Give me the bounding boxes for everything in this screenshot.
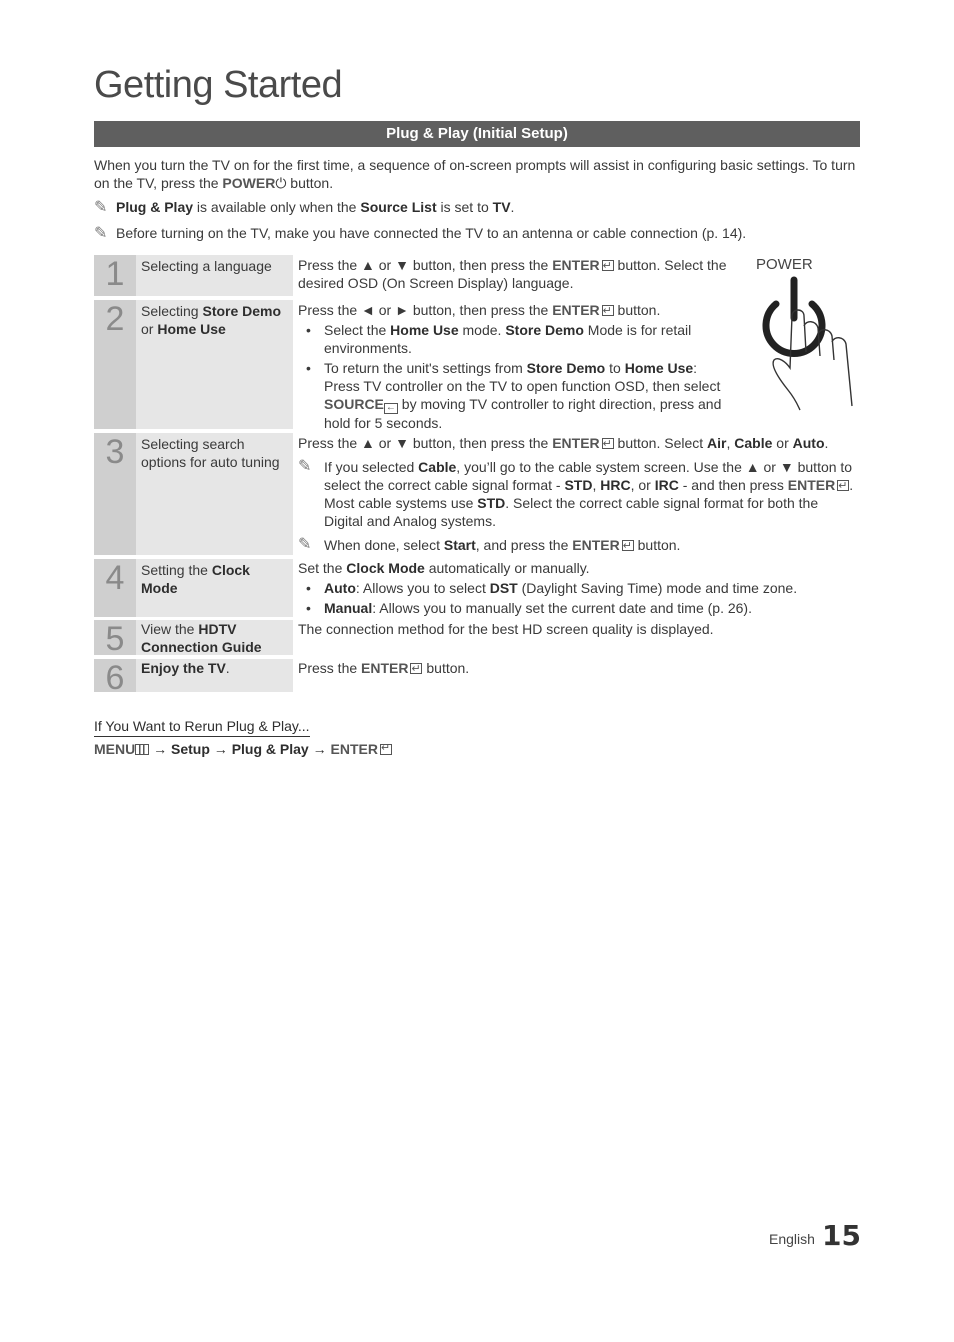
page-number: 15 <box>822 1219 861 1252</box>
power-label: POWER <box>756 256 813 273</box>
step-label: Enjoy the TV. <box>136 659 293 692</box>
enter-keyword: ENTER <box>787 477 836 493</box>
step-2 <box>94 300 860 429</box>
bullet-item: • Select the Home Use mode. Store Demo Mode is for retail environments. <box>298 321 728 357</box>
step-label: Selecting search options for auto tuning <box>136 433 293 555</box>
menu-icon <box>135 744 149 755</box>
enter-keyword: ENTER <box>552 257 600 273</box>
step-description: Press the ◄ or ► button, then press the ENTER↵ button. • Select the Home Use mode. Store Demo Mode is for retail environments. • To return the unit's settings from Store Demo to Home Use: Press TV controller on the TV to open function OSD, then select SOURCE ← by moving TV controller to right direction, press and hold for 5 seconds. <box>298 301 728 432</box>
sub-note: ✎ If you selected Cable, you’ll go to the cable system screen. Use the ▲ or ▼ button to select the correct cable signal format - STD, HRC, or IRC - and then press ENTER↵ . Most cable systems use STD. Select the correct cable signal format for both the Digital and Analog systems. <box>298 458 858 530</box>
intro-text: When you turn the TV on for the first time, a sequence of on-screen prompts will assist in configuring basic settings. To turn on the TV, press the <box>94 157 856 191</box>
step-description: Press the ENTER↵ button. <box>298 659 858 677</box>
enter-icon <box>380 744 392 755</box>
menu-keyword: MENU <box>94 741 136 757</box>
page-title: Getting Started <box>94 64 343 106</box>
note-antenna <box>94 224 860 243</box>
source-icon: ← <box>385 402 396 413</box>
step-number: 2 <box>94 300 136 429</box>
enter-keyword: ENTER <box>330 741 378 757</box>
rerun-menu-path: MENU → Setup → Plug & Play → ENTER↵ <box>94 741 392 757</box>
step-number: 1 <box>94 255 136 296</box>
step-label: Setting the Clock Mode <box>136 559 293 617</box>
step-5 <box>94 620 860 658</box>
enter-icon <box>837 480 849 491</box>
power-keyword: POWER <box>222 175 276 191</box>
power-icon: ⏻ <box>275 175 287 191</box>
section-header: Plug & Play (Initial Setup) <box>94 121 860 147</box>
step-label: Selecting Store Demo or Home Use <box>136 300 293 429</box>
step-description: The connection method for the best HD screen quality is displayed. <box>298 621 714 637</box>
note-pencil-icon: ✎ <box>94 225 108 242</box>
enter-keyword: ENTER <box>361 660 409 676</box>
note-plug-play <box>94 198 860 217</box>
source-keyword: SOURCE <box>324 396 384 412</box>
hand-pressing-power-icon <box>752 256 860 416</box>
step-1 <box>94 255 860 296</box>
step-number: 3 <box>94 433 136 555</box>
step-label: View the HDTV Connection Guide <box>136 620 293 655</box>
enter-icon <box>410 663 422 674</box>
step-description: Press the ▲ or ▼ button, then press the ENTER↵ button. Select the desired OSD (On Screen Display) language. <box>298 256 734 292</box>
enter-icon <box>602 438 614 449</box>
note-text: Before turning on the TV, make you have connected the TV to an antenna or cable connection (p. 14). <box>116 225 747 241</box>
bullet-item: • To return the unit's settings from Store Demo to Home Use: Press TV controller on the TV to open function OSD, then select SOURCE ← by moving TV controller to right direction, press and hold for 5 seconds. <box>298 359 728 432</box>
note-pencil-icon: ✎ <box>94 199 108 216</box>
sub-note: ✎ When done, select Start, and press the ENTER↵ button. <box>298 536 858 554</box>
enter-keyword: ENTER <box>552 302 600 318</box>
step-3 <box>94 433 860 555</box>
note-pencil-icon: ✎ <box>298 458 312 475</box>
step-4 <box>94 559 860 617</box>
note-keyword: Plug & Play <box>116 199 194 215</box>
step-description: Set the Clock Mode automatically or manually. • Auto: Allows you to select DST (Daylight Saving Time) mode and time zone. • Manual: Allows you to manually set the current date and time (p. 26). <box>298 559 858 617</box>
note-text: is available only when the <box>193 199 361 215</box>
intro-paragraph <box>94 156 860 192</box>
step-6 <box>94 659 860 697</box>
intro-text-end: button. <box>286 175 334 191</box>
rerun-heading: If You Want to Rerun Plug & Play... <box>94 718 310 737</box>
power-button-illustration <box>752 256 860 416</box>
step-number: 5 <box>94 620 136 655</box>
note-pencil-icon: ✎ <box>298 536 312 553</box>
step-number: 4 <box>94 559 136 617</box>
note-keyword: TV <box>492 199 511 215</box>
note-text: is set to <box>436 199 493 215</box>
step-description: Press the ▲ or ▼ button, then press the ENTER↵ button. Select Air, Cable or Auto. ✎ If you selected Cable, you’ll go to the cable system screen. Use the ▲ or ▼ button to select the correct cable signal format - STD, HRC, or IRC - and then press ENTER↵ . Most cable systems use STD. Select the correct cable signal format for both the Digital and Analog systems. ✎ When done, select Start, and press the ENTER↵ button. <box>298 434 858 554</box>
note-text: . <box>510 199 515 215</box>
enter-icon <box>622 540 634 551</box>
footer-language: English <box>769 1231 815 1247</box>
enter-keyword: ENTER <box>552 435 600 451</box>
bullet-item: • Manual: Allows you to manually set the current date and time (p. 26). <box>298 599 858 617</box>
step-label: Selecting a language <box>136 255 293 296</box>
enter-icon <box>602 305 614 316</box>
enter-icon <box>602 260 614 271</box>
note-keyword: Source List <box>360 199 437 215</box>
enter-keyword: ENTER <box>572 537 620 553</box>
step-number: 6 <box>94 659 136 692</box>
bullet-item: • Auto: Allows you to select DST (Daylight Saving Time) mode and time zone. <box>298 579 858 597</box>
